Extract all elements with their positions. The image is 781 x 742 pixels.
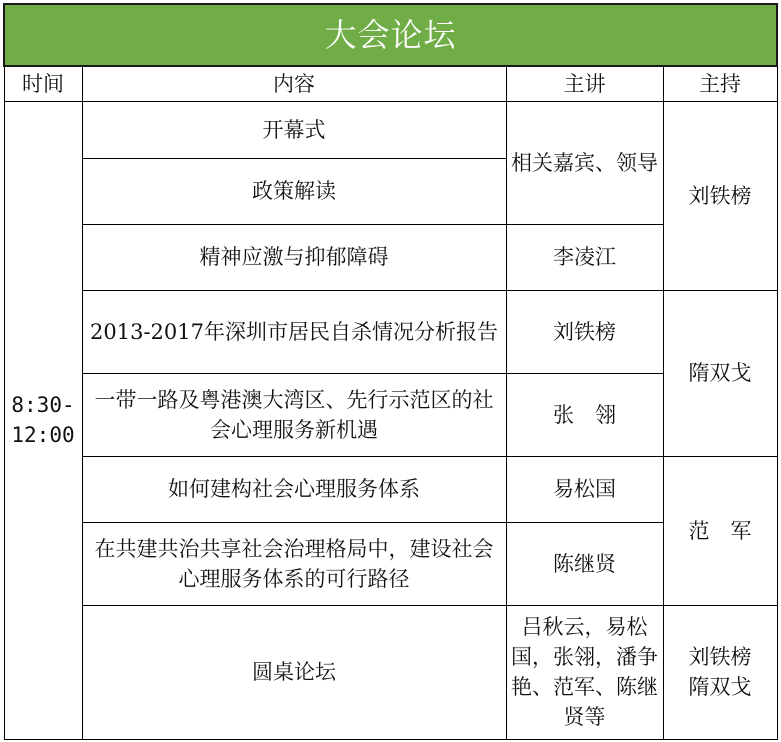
header-host: 主持 (663, 66, 777, 101)
speaker-cell: 刘铁榜 (506, 290, 663, 373)
host-cell-group3: 范 军 (663, 456, 777, 605)
time-slot-cell: 8:30- 12:00 (4, 101, 82, 739)
speaker-cell: 陈继贤 (506, 522, 663, 605)
content-cell: 政策解读 (82, 158, 506, 224)
speaker-cell-merged: 相关嘉宾、领导 (506, 101, 663, 224)
header-row (4, 66, 777, 101)
table-row (4, 224, 777, 290)
content-cell: 一带一路及粤港澳大湾区、先行示范区的社会心理服务新机遇 (82, 373, 506, 456)
header-content: 内容 (82, 66, 506, 101)
host-cell-group1: 刘铁榜 (663, 101, 777, 290)
table-row (4, 290, 777, 373)
content-cell: 精神应激与抑郁障碍 (82, 224, 506, 290)
table-row (4, 605, 777, 739)
title-row (4, 4, 777, 66)
host-cell-group4: 刘铁榜 隋双戈 (663, 605, 777, 739)
content-cell: 如何建构社会心理服务体系 (82, 456, 506, 522)
table-row (4, 456, 777, 522)
content-cell: 开幕式 (82, 101, 506, 158)
forum-schedule-table (3, 3, 778, 740)
speaker-cell: 李凌江 (506, 224, 663, 290)
speaker-cell: 易松国 (506, 456, 663, 522)
host-cell-group2: 隋双戈 (663, 290, 777, 456)
table-title: 大会论坛 (4, 4, 777, 66)
content-cell: 2013-2017年深圳市居民自杀情况分析报告 (82, 290, 506, 373)
speaker-cell: 吕秋云，易松国，张翎，潘争艳、范军、陈继贤等 (506, 605, 663, 739)
header-speaker: 主讲 (506, 66, 663, 101)
table-row (4, 101, 777, 158)
content-cell: 圆桌论坛 (82, 605, 506, 739)
table-row (4, 522, 777, 605)
content-cell: 在共建共治共享社会治理格局中，建设社会心理服务体系的可行路径 (82, 522, 506, 605)
header-time: 时间 (4, 66, 82, 101)
table-row (4, 373, 777, 456)
speaker-cell: 张 翎 (506, 373, 663, 456)
